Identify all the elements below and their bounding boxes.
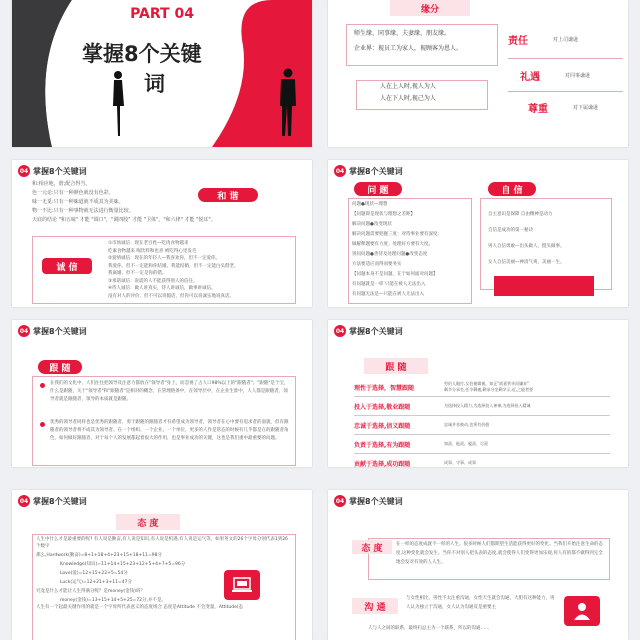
table-row <box>354 454 610 467</box>
title-line-1: 掌握8个关键 <box>82 42 202 66</box>
slide-gensui-1 <box>12 320 312 467</box>
keyword-desc: 对同事谦逊 <box>565 72 591 79</box>
hexie-text: 和:相应地，谐;配合得当。 色一元论:只有一种颜色就没有色彩。 味一无觅:只有一种味道就不成其为美味。 物一不比:只有一种事物就无法进行衡量比较。 天底的结论 "和五味" 才能 "调口"，"调四肢" 才能 "卫体"，"和六律" 才能 "悦耳"。 <box>32 181 216 223</box>
section-badge: 04 <box>18 165 30 177</box>
gensui-table <box>354 378 610 467</box>
taidu-line-6: 究竟是什么才能让人生得满分呢？是money(金钱)吗？ <box>36 589 145 594</box>
slide-taidu-goutong <box>328 490 628 640</box>
section-title: 掌握8个关键词 <box>349 326 403 336</box>
slide-taidu-1 <box>12 490 312 640</box>
bullet-dot <box>40 383 45 388</box>
taidu-line-1: 人生中什么才是最重要的呢? 有人说是勤奋,有人说是知识,有人说是机遇,有人说是运气等。如果英文的26个字母分别代表1到26个数字 <box>36 537 288 549</box>
slide-hexie-chengxin <box>12 160 312 307</box>
row-desc: 忠诚并非被动,也须有价值 <box>444 422 490 427</box>
row-desc: 成事、守事、成事 <box>444 460 476 465</box>
keyword-row <box>508 92 623 122</box>
row-label: 贡献于选择,成功跟随 <box>354 460 411 467</box>
wenti-text: 问题●现状—理想 【问题即是现状与理想之差距】 解决问题●改变现状 解决问题需要把握三度：对待事业要有深度； 做解释题要有力度；处理好方要有大度。 别问问题●善待及处理问题●改变态度 方法要适应而得而要务实 【问题本身不是问题，在于如何面对问题】 有问题就是一样 只能在被人无法出入 有问题无法是—只能在被人无法出入 <box>352 202 442 297</box>
keyword-row <box>508 59 623 92</box>
section-badge: 04 <box>334 495 346 507</box>
keyword-row <box>508 20 623 59</box>
slide-yuanfen <box>328 0 628 147</box>
hexie-label: 和 谐 <box>198 188 258 202</box>
taidu-line-8: 人生有一个起最关键作用的就是一个字母所代表意义的态度组合 态度是Attitude 不会变量，Attitude(态 <box>36 605 244 610</box>
section-badge: 04 <box>334 165 346 177</box>
row-label: 投入于选择,敬业跟随 <box>354 403 411 411</box>
table-row <box>354 397 610 416</box>
woman-silhouette <box>108 70 128 138</box>
gensui-paragraph-2: 优秀的领导者同样也是优秀的跟随者，勇于跟随的跟随者才有希望成为领导者，领导者在心中要有追求者的面貌，但有跟随者的领导者将不成其为领导者。在一个组织、一个企业、一个单位，更多的人作是常态的时候有几乎都是在的跟随者角色，如何做好跟随者，对于每个人的发展都起着很大的作用，也是事业成功的关键，这也是我们重中最重要的问题。 <box>50 420 289 441</box>
title-line-2: 词 <box>144 72 165 96</box>
section-title: 掌握8个关键词 <box>33 166 87 176</box>
zixin-text-2: 自信是成功的第一秘诀 <box>488 228 533 233</box>
slide-header <box>18 325 87 337</box>
slide-header <box>18 165 87 177</box>
taidu-label: 态 度 <box>116 514 180 530</box>
slide-header <box>334 165 403 177</box>
slide-title <box>12 0 312 147</box>
chengxin-text: ①市场诚信：现在老百姓—吃肉食物越来 吃素食物越来 喝饮料和也喜 被吃得心里发毛 ②爱情诚信：现在的年轻人—我喜欢你，但不一定爱你。 我爱你，但不一定能和你结婚。我能结婚，但不一定能白头偕老。 我离婚，但不一定是你的错。 ③承诺诚信：说谎的人不能获得别人的信任。 ④待人诚信：做人讲真实，待人讲诚信，做事讲诚信。 没有对人的评价，但不可以说假话，但你可以说诚实地说真话。 <box>108 241 239 299</box>
section-badge: 04 <box>18 495 30 507</box>
table-row <box>354 435 610 454</box>
section-badge: 04 <box>334 325 346 337</box>
taidu-line-3: Knowledge(知识)=11+14+15+23+12+5+4+7+5=96分 <box>60 562 186 567</box>
taidu-line-5: Luck(运气)=12+21+3+11=47分 <box>60 580 132 585</box>
slide-header <box>18 495 87 507</box>
row-desc: 知责、能责、履责、尽责 <box>444 441 488 446</box>
man-silhouette <box>277 68 299 138</box>
chengxin-label: 诚 信 <box>42 258 92 274</box>
goutong-text-2: 人与人之间的联系，最终归总主为一个联系，所以的沟通…… <box>368 626 490 631</box>
zixin-text-1: 自主意识是保障 自由精神是动力 <box>488 212 553 217</box>
slide-header <box>334 325 403 337</box>
taidu-line-2: 那么,Hardwork(勤奋)=8+1+18+4+23+15+18+11=98分 <box>36 553 162 558</box>
taidu-label: 态 度 <box>352 540 392 554</box>
section-title: 掌握8个关键词 <box>349 496 403 506</box>
wenti-label: 问 题 <box>354 182 402 196</box>
user-icon <box>564 596 600 626</box>
slide-wenti-zixin <box>328 160 628 307</box>
bullet-dot <box>40 422 45 427</box>
row-label: 忠诚于选择,信义跟随 <box>354 422 411 430</box>
gensui-paragraph-1: 在我们的文化中，人们往往把领导及注意力都放在"领导者"身上，而忽视了占人口98%以上的"跟随者"。"跟随"是个宝，什么是跟随，关于"领导者"和"跟随者"是相对的概念，在管理链条中，在领导层中，在企业生涯中，人人都是跟随者，领导者就是跟随者，领导的本质就是跟随。 <box>50 381 289 402</box>
keyword-list <box>508 20 623 122</box>
keyword-word: 礼遇 <box>520 71 540 83</box>
taidu-line-4: Love(爱)=12+15+22+5=54分 <box>60 571 128 576</box>
keyword-desc: 对上司谦逊 <box>553 36 579 43</box>
yuanfen-tab: 缘分 <box>390 0 470 16</box>
table-row <box>354 416 610 435</box>
slide-gensui-2 <box>328 320 628 467</box>
section-title: 掌握8个关键词 <box>33 326 87 336</box>
laptop-icon <box>224 570 260 600</box>
row-label: 负责于选择,有为跟随 <box>354 441 411 449</box>
taidu-text: 在一样的态度成就不一样的人生。很多时候人们都期望生活能获得更好的变化。当我们开始注意生命的态度,这种变化就会发生。当你不对别人把头表的态度,就会使得人们变得更加乐观,何人有的都不做得到完全地会发对有效的人人生。 <box>396 542 603 565</box>
zixin-red-bar <box>494 276 594 296</box>
yuanfen-line-4: 人在下人时,视己为人 <box>380 95 436 102</box>
row-desc: 为选择投入精力,为选择投入神神,为选择投入精诚 <box>444 403 531 408</box>
row-desc: 劳伯人眼打,女伯被辑被。知正"欲嘉赏亲而嫌弃" 剩卒分承坐,任卒剩被,剩承分坐剩卒示,近,之能者要 <box>444 381 534 392</box>
keyword-word: 责任 <box>508 35 528 47</box>
yuanfen-line-3: 人在上人时,视人为人 <box>380 83 436 90</box>
part-label: PART 04 <box>130 6 194 22</box>
zixin-text-3: 男人自信勇敢—出头做人，挺头做事。 <box>488 244 565 249</box>
section-title: 掌握8个关键词 <box>349 166 403 176</box>
zixin-label: 自 信 <box>488 182 536 196</box>
keyword-word: 尊重 <box>528 103 548 115</box>
gensui-label: 跟 随 <box>38 360 82 374</box>
table-row <box>354 378 610 397</box>
row-label: 理性于选择，智慧跟随 <box>354 384 415 392</box>
keyword-desc: 对下属谦逊 <box>573 104 599 111</box>
yuanfen-line-2: 企业界：视员工为家人，视顾客为恩人。 <box>354 45 463 52</box>
goutong-text: 与女性相比，男性不太注重沟通，女性天生就会沟通，大胆有这种能力，男人认为独立于沟通，女人认为沟通反是重要主 <box>406 596 555 610</box>
gensui-label: 跟 随 <box>364 358 428 374</box>
goutong-label: 沟 通 <box>352 598 398 614</box>
slide-header <box>334 495 403 507</box>
yuanfen-line-1: 师生缘、同事缘、夫妻缘、朋友缘。 <box>354 30 451 37</box>
section-badge: 04 <box>18 325 30 337</box>
section-title: 掌握8个关键词 <box>33 496 87 506</box>
zixin-text-4: 女人自信美丽—神清气爽，美丽一生。 <box>488 260 565 265</box>
taidu-line-7: money(金钱)=13+15+14+5+25=72分,并不是。 <box>60 598 166 603</box>
